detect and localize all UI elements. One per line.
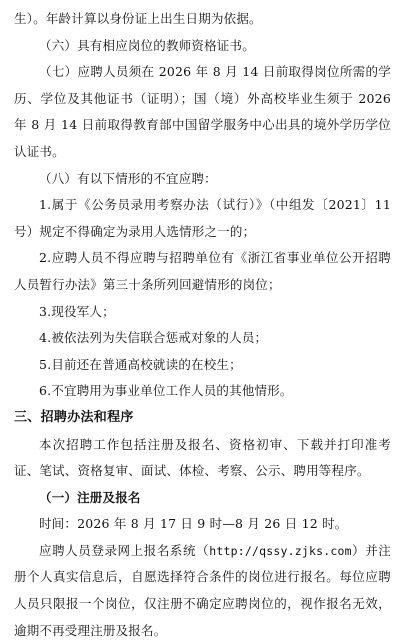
registration-text-before-url: 应聘人员登录网上报名系统（ xyxy=(39,542,210,558)
list-item-civil-servant-rule: 1.属于《公务员录用考察办法（试行）》（中组发〔2021〕11 号）规定不得确定为录用人选情形之一的； xyxy=(14,197,391,239)
registration-url-link[interactable]: http://qssy.zjks.com xyxy=(209,543,352,558)
list-item-dishonest-persons: 4.被依法列为失信联合惩戒对象的人员； xyxy=(39,330,268,346)
subsection-heading-registration: （一）注册及报名 xyxy=(39,489,141,505)
paragraph-registration-instructions xyxy=(14,538,391,644)
paragraph-procedure-intro: 本次招聘工作包括注册及报名、资格初审、下载并打印准考证、笔试、资格复审、面试、体检、考察、公示、聘用等程序。 xyxy=(14,436,391,479)
paragraph-age-basis: 生）。年龄计算以身份证上出生日期为依据。 xyxy=(14,11,262,26)
paragraph-teacher-certificate: （六）具有相应岗位的教师资格证书。 xyxy=(39,37,255,53)
list-item-active-military: 3.现役军人； xyxy=(39,303,115,319)
paragraph-degree-deadline: （七）应聘人员须在 2026 年 8 月 14 日前取得岗位所需的学历、学位及其他证书（证明）；国（境）外高校毕业生须于 2026 年 8 月 14 日前取得教育部中国留学服务中心出具的境外学历学位认证书。 xyxy=(14,64,391,159)
list-item-avoidance-rule: 2.应聘人员不得应聘与招聘单位有《浙江省事业单位公开招聘人员暂行办法》第三十条所列回避情形的岗位； xyxy=(14,250,391,292)
list-item-other-cases: 6.不宜聘用为事业单位工作人员的其他情形。 xyxy=(39,383,293,399)
section-heading-procedure: 三、招聘办法和程序 xyxy=(14,409,134,425)
list-item-current-students: 5.目前还在普通高校就读的在校生； xyxy=(39,356,242,372)
paragraph-ineligible-heading: （八）有以下情形的不宜应聘： xyxy=(39,170,217,186)
registration-text-after-url: ）并注册个人真实信息后，自愿选择符合条件的岗位进行报名。每位应聘人员只限报一个岗位，仅注册不确定应聘岗位的，视作报名无效，逾期不再受理注册及报名。 xyxy=(14,542,391,638)
paragraph-registration-time: 时间：2026 年 8 月 17 日 9 时—8 月 26 日 12 时。 xyxy=(39,516,348,532)
